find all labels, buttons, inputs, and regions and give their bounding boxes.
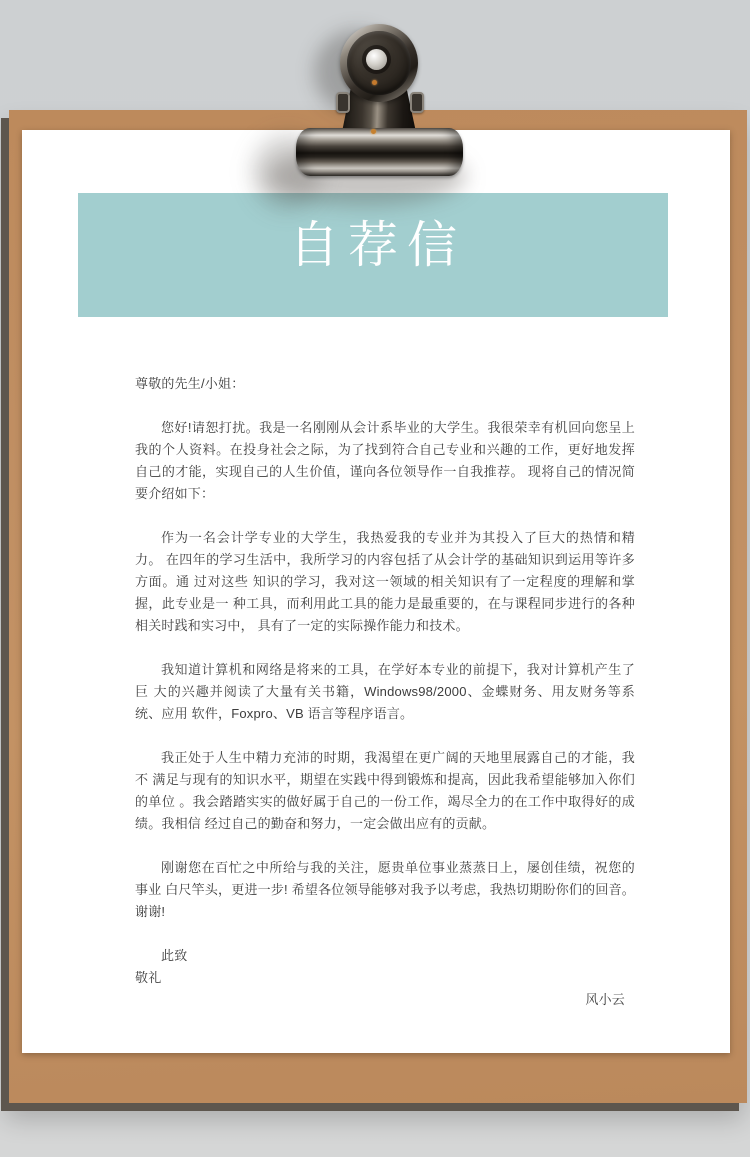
clip-glint: [372, 80, 377, 85]
letter-greeting: 尊敬的先生/小姐：: [135, 376, 245, 391]
letter-paragraph: 我正处于人生中精力充沛的时期，我渴望在更广阔的天地里展露自己的才能，我不 满足与现有的知识水平，期望在实践中得到锻炼和提高，因此我希望能够加入你们的单位 。我会踏踏实实的做好属于自己的一份工作，竭尽全力的在工作中取得好的成绩。我相信 经过自己的勤奋和努力，一定会做出应有的贡献。: [135, 750, 635, 831]
clip-ring-shadow: [314, 30, 400, 114]
letter-body: [135, 373, 635, 1011]
signature: 风小云: [585, 992, 625, 1007]
closing-jingli: 敬礼: [135, 970, 162, 985]
letter-paragraph: 您好!请恕打扰。我是一名刚刚从会计系毕业的大学生。我很荣幸有机回向您呈上我的个人资料。在投身社会之际，为了找到符合自己专业和兴趣的工作，更好地发挥自己的才能，实现自己的人生价值，谨向各位领导作一自我推荐。 现将自己的情况简要介绍如下：: [135, 420, 635, 501]
title-banner: [78, 193, 668, 317]
clip-ring-face: [347, 31, 411, 95]
letter-paragraph: 刚谢您在百忙之中所给与我的关注，愿贵单位事业蒸蒸日上，屡创佳绩，祝您的事业 白尺竿头，更进一步! 希望各位领导能够对我予以考虑，我热切期盼你们的回音。谢谢!: [135, 860, 635, 919]
letter-paper: [22, 130, 730, 1053]
page-title: 自荐信: [289, 217, 466, 273]
letter-paragraph: 作为一名会计学专业的大学生，我热爱我的专业并为其投入了巨大的热情和精力。 在四年的学习生活中，我所学习的内容包括了从会计学的基础知识到运用等许多方面。通 过对这些 知识的学习，我对这一领域的相关知识有了一定程度的理解和掌握，此专业是一 种工具，而利用此工具的能力是最重要的，在与课程同步进行的各种相关时践和实习中， 具有了一定的实际操作能力和技术。: [135, 530, 635, 633]
clip-ring-hole: [366, 49, 387, 70]
letter-paragraph: 我知道计算机和网络是将来的工具，在学好本专业的前提下，我对计算机产生了巨 大的兴趣并阅读了大量有关书籍，Windows98/2000、金蝶财务、用友财务等系统、应用 软件，Foxpro、VB 语言等程序语言。: [135, 662, 635, 721]
clip-ring-outer: [340, 24, 418, 102]
closing-zhici: 此致: [161, 948, 188, 963]
